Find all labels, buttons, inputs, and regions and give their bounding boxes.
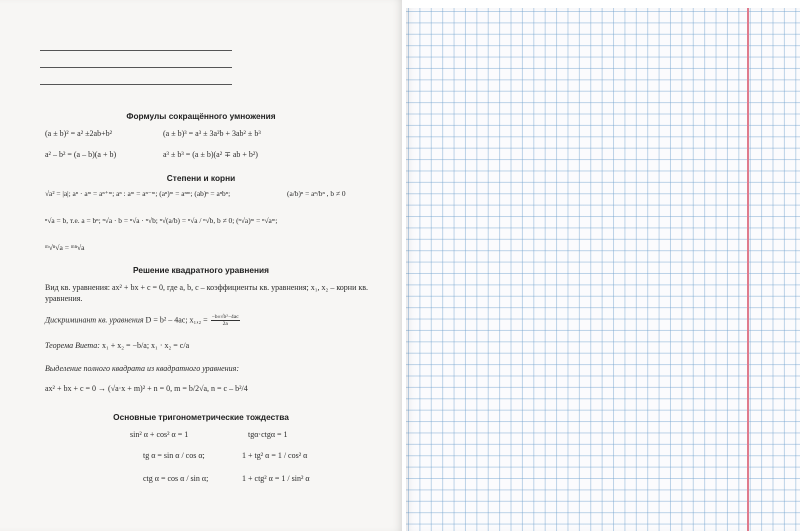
- section-title-trig: Основные тригонометрические тождества: [113, 412, 289, 422]
- grid-page: [406, 8, 800, 531]
- formula-diff-squares: a² – b² = (a – b)(a + b): [45, 150, 117, 159]
- vieta-label: Теорема Виета:: [45, 341, 100, 350]
- formula-nested-root: ᵐ√ⁿ√a = ᵐⁿ√a: [45, 243, 85, 252]
- roots-fraction-denominator: 2a: [222, 321, 228, 327]
- roots-fraction: [211, 314, 240, 327]
- vieta-row: [45, 341, 189, 350]
- roots-fraction-numerator: −b±√b²−4ac: [211, 314, 239, 320]
- section-title-powers: Степени и корни: [166, 173, 236, 183]
- red-margin-line: [747, 8, 749, 531]
- trig-tg-square-identity: 1 + tg² α = 1 / cos² α: [242, 451, 308, 460]
- trig-tg-ctg-product: tgα·ctgα = 1: [248, 430, 288, 439]
- blank-line-2: [40, 67, 232, 68]
- section-title-quadratic: Решение квадратного уравнения: [133, 265, 269, 275]
- discriminant-label: Дискриминант кв. уравнения: [45, 315, 144, 325]
- blank-line-3: [40, 84, 232, 85]
- complete-square-formula: ax² + bx + c = 0 → (√a·x + m)² + n = 0, m = b/2√a, n = c – b²/4: [45, 384, 248, 393]
- formula-powers-fraction: (a/b)ⁿ = aⁿ/bⁿ , b ≠ 0: [287, 189, 346, 198]
- quadratic-intro: Вид кв. уравнения: ax² + bx + c = 0, где a, b, c – коэффициенты кв. уравнения; x₁, x₂ – корни кв. уравнения.: [45, 283, 369, 303]
- discriminant-formula: D = b² – 4ac; x₁,₂ =: [145, 315, 208, 325]
- discriminant-row: [45, 314, 241, 327]
- complete-square-label: Выделение полного квадрата из квадратного уравнения:: [45, 364, 240, 373]
- formula-roots-line: ⁿ√a = b, т.е. a = bⁿ; ⁿ√a · b = ⁿ√a · ⁿ√b; ⁿ√(a/b) = ⁿ√a / ⁿ√b, b ≠ 0; (ⁿ√a)ᵐ = ⁿ√aᵐ;: [45, 216, 278, 225]
- trig-pythagorean: sin² α + cos² α = 1: [130, 430, 189, 439]
- formula-sum-cubes: a³ ± b³ = (a ± b)(a² ∓ ab + b²): [163, 150, 258, 159]
- blank-line-1: [40, 50, 232, 51]
- trig-ctg-square-identity: 1 + ctg² α = 1 / sin² α: [242, 474, 310, 483]
- formula-square-sum: (a ± b)² = a² ±2ab+b²: [45, 129, 112, 138]
- trig-ctg-definition: ctg α = cos α / sin α;: [143, 474, 209, 483]
- formula-powers-line1: √a² = |a|; aⁿ · aᵐ = aⁿ⁺ᵐ; aⁿ : aᵐ = aⁿ⁻ᵐ; (aⁿ)ᵐ = aⁿᵐ; (ab)ⁿ = aⁿbⁿ;: [45, 189, 231, 198]
- formula-cube-sum: (a ± b)³ = a³ ± 3a²b + 3ab² ± b³: [163, 129, 261, 138]
- section-title-abbrev: Формулы сокращённого умножения: [126, 111, 276, 121]
- vieta-formula: x₁ + x₂ = −b/a; x₁ · x₂ = c/a: [101, 341, 190, 350]
- trig-tg-definition: tg α = sin α / cos α;: [143, 451, 205, 460]
